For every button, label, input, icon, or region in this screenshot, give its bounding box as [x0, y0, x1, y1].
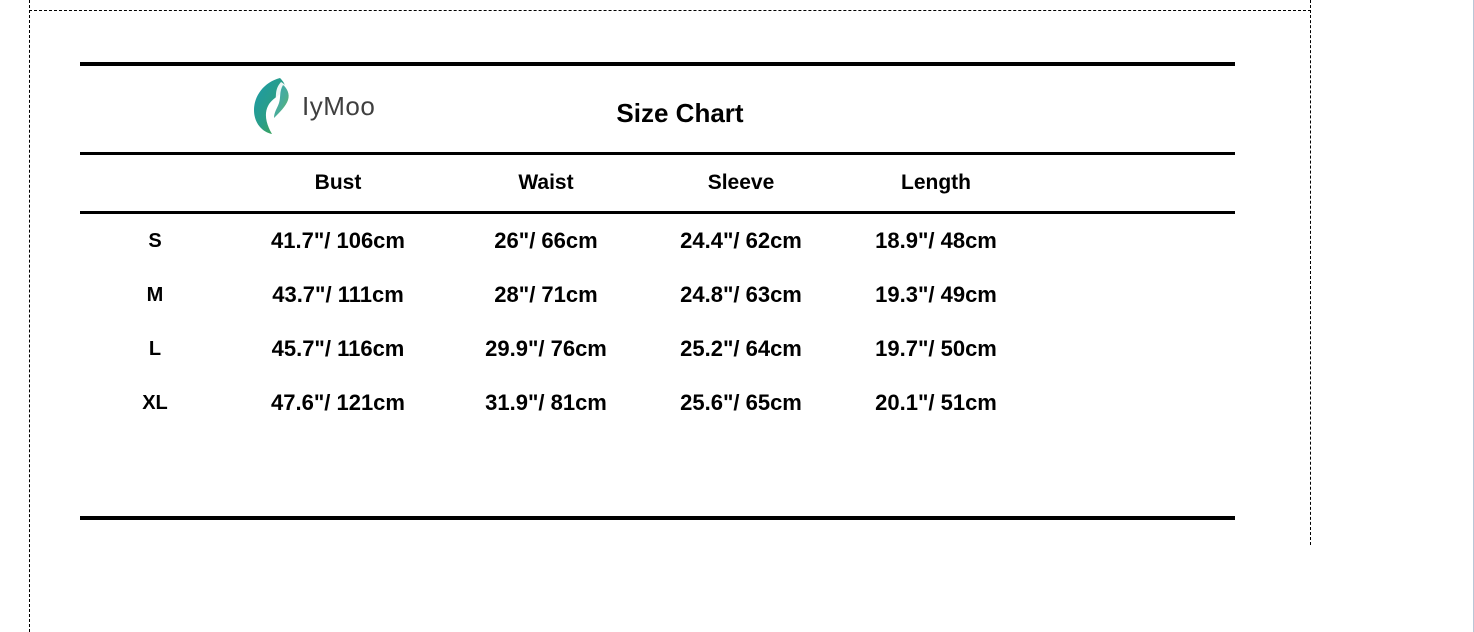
page-title: Size Chart	[616, 98, 744, 128]
cell-sleeve: 24.4"/ 62cm	[680, 228, 802, 253]
cell-spacer	[230, 430, 446, 516]
cell-extra	[1036, 268, 1235, 322]
column-header-waist: Waist	[518, 171, 574, 194]
woman-face-leaf-logo-icon	[250, 76, 296, 136]
cell-waist: 29.9"/ 76cm	[485, 336, 607, 361]
cell-waist: 31.9"/ 81cm	[485, 390, 607, 415]
cell-extra	[1036, 214, 1235, 268]
table-header-row	[80, 155, 1235, 211]
page-border-top	[29, 10, 1311, 11]
brand-name: IyMoo	[302, 90, 376, 121]
cell-sleeve: 24.8"/ 63cm	[680, 282, 802, 307]
cell-size: S	[148, 229, 162, 252]
cell-size: XL	[142, 391, 168, 414]
cell-size: M	[146, 283, 164, 306]
cell-spacer	[1036, 430, 1235, 516]
cell-length: 18.9"/ 48cm	[875, 228, 997, 253]
size-chart	[80, 62, 1235, 520]
page-border-left	[29, 0, 30, 632]
column-header-size	[80, 155, 230, 211]
cell-extra	[1036, 376, 1235, 430]
bottom-rule	[80, 516, 1235, 520]
cell-sleeve: 25.6"/ 65cm	[680, 390, 802, 415]
cell-length: 19.7"/ 50cm	[875, 336, 997, 361]
cell-bust: 43.7"/ 111cm	[272, 282, 404, 307]
brand-logo	[250, 76, 375, 136]
cell-size: L	[148, 337, 162, 360]
cell-spacer	[646, 430, 836, 516]
table-row	[80, 214, 1235, 268]
table-spacer-row	[80, 430, 1235, 516]
cell-extra	[1036, 322, 1235, 376]
cell-sleeve: 25.2"/ 64cm	[680, 336, 802, 361]
cell-length: 20.1"/ 51cm	[875, 390, 997, 415]
column-header-bust: Bust	[314, 171, 362, 194]
cell-bust: 47.6"/ 121cm	[271, 390, 405, 415]
cell-length: 19.3"/ 49cm	[875, 282, 997, 307]
table-row	[80, 322, 1235, 376]
chart-header	[80, 66, 1235, 152]
column-header-extra	[1036, 155, 1235, 211]
cell-waist: 28"/ 71cm	[494, 282, 598, 307]
cell-spacer	[446, 430, 646, 516]
cell-bust: 45.7"/ 116cm	[271, 336, 405, 361]
cell-spacer	[80, 430, 230, 516]
page-border-right	[1310, 0, 1311, 545]
cell-spacer	[836, 430, 1036, 516]
cell-waist: 26"/ 66cm	[494, 228, 598, 253]
measurements-table	[80, 155, 1235, 211]
table-row	[80, 268, 1235, 322]
table-row	[80, 376, 1235, 430]
measurements-body	[80, 214, 1235, 516]
cell-bust: 41.7"/ 106cm	[271, 228, 405, 253]
column-header-length: Length	[901, 171, 971, 194]
column-header-sleeve: Sleeve	[707, 171, 775, 194]
